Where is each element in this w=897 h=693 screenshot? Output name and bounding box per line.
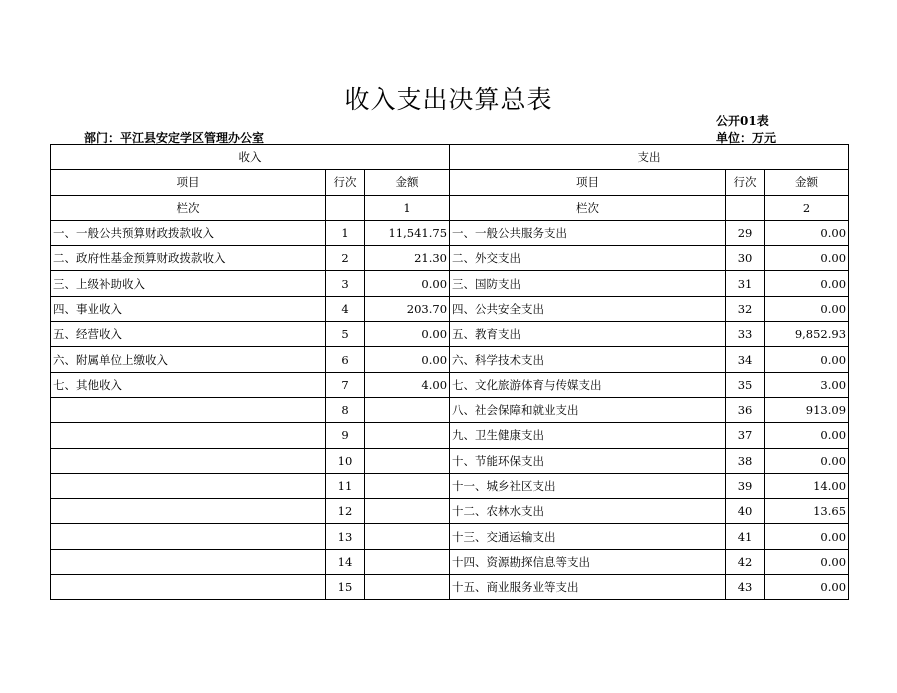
- expense-item-cell: 十五、商业服务业等支出: [450, 575, 726, 600]
- expense-line-cell: 40: [726, 499, 765, 524]
- income-amount-cell: [365, 473, 450, 498]
- expense-column-label: 栏次: [450, 195, 726, 220]
- income-amount-cell: 4.00: [365, 372, 450, 397]
- expense-line-cell: 39: [726, 473, 765, 498]
- table-row: [51, 246, 849, 271]
- expense-item-cell: 四、公共安全支出: [450, 296, 726, 321]
- expense-item-cell: 五、教育支出: [450, 322, 726, 347]
- expense-amount-cell: 0.00: [765, 423, 849, 448]
- page-title: 收入支出决算总表: [344, 85, 553, 114]
- expense-amount-cell: 0.00: [765, 524, 849, 549]
- income-line-cell: 3: [326, 271, 365, 296]
- income-item-cell: [51, 423, 326, 448]
- income-amount-cell: [365, 549, 450, 574]
- income-amount-cell: [365, 575, 450, 600]
- income-amount-header: 金额: [365, 170, 450, 195]
- expense-amount-cell: 13.65: [765, 499, 849, 524]
- income-amount-cell: [365, 448, 450, 473]
- income-amount-cell: 203.70: [365, 296, 450, 321]
- income-item-cell: [51, 524, 326, 549]
- column-header-row: [51, 170, 849, 195]
- table-row: [51, 322, 849, 347]
- income-line-cell: 9: [326, 423, 365, 448]
- expense-item-cell: 一、一般公共服务支出: [450, 220, 726, 245]
- income-line-cell: 13: [326, 524, 365, 549]
- expense-line-cell: 32: [726, 296, 765, 321]
- expense-amount-header: 金额: [765, 170, 849, 195]
- expense-column-number: 2: [765, 195, 849, 220]
- income-item-cell: 二、政府性基金预算财政拨款收入: [51, 246, 326, 271]
- expense-item-cell: 七、文化旅游体育与传媒支出: [450, 372, 726, 397]
- income-item-cell: [51, 549, 326, 574]
- expense-amount-cell: 0.00: [765, 575, 849, 600]
- income-amount-cell: 0.00: [365, 322, 450, 347]
- expense-amount-cell: 0.00: [765, 220, 849, 245]
- income-amount-cell: [365, 423, 450, 448]
- expense-item-cell: 二、外交支出: [450, 246, 726, 271]
- expense-item-cell: 九、卫生健康支出: [450, 423, 726, 448]
- income-line-number-blank: [326, 195, 365, 220]
- column-number-row: [51, 195, 849, 220]
- table-row: [51, 423, 849, 448]
- income-amount-cell: 11,541.75: [365, 220, 450, 245]
- income-item-cell: 六、附属单位上缴收入: [51, 347, 326, 372]
- section-header-row: [51, 145, 849, 170]
- expense-item-header: 项目: [450, 170, 726, 195]
- table-row: [51, 271, 849, 296]
- expense-item-cell: 十二、农林水支出: [450, 499, 726, 524]
- expense-item-cell: 十一、城乡社区支出: [450, 473, 726, 498]
- table-row: [51, 372, 849, 397]
- expense-line-cell: 36: [726, 397, 765, 422]
- table-row: [51, 549, 849, 574]
- table-row: [51, 220, 849, 245]
- expense-line-cell: 43: [726, 575, 765, 600]
- table-row: [51, 296, 849, 321]
- income-amount-cell: [365, 499, 450, 524]
- income-line-cell: 14: [326, 549, 365, 574]
- income-amount-cell: 0.00: [365, 271, 450, 296]
- income-line-header: 行次: [326, 170, 365, 195]
- income-item-header: 项目: [51, 170, 326, 195]
- expense-line-number-blank: [726, 195, 765, 220]
- table-row: [51, 397, 849, 422]
- income-item-cell: 七、其他收入: [51, 372, 326, 397]
- table-row: [51, 524, 849, 549]
- income-line-cell: 1: [326, 220, 365, 245]
- expense-amount-cell: 0.00: [765, 296, 849, 321]
- expense-amount-cell: 0.00: [765, 549, 849, 574]
- income-item-cell: [51, 575, 326, 600]
- income-line-cell: 8: [326, 397, 365, 422]
- expense-line-cell: 41: [726, 524, 765, 549]
- expense-line-cell: 30: [726, 246, 765, 271]
- income-amount-cell: 21.30: [365, 246, 450, 271]
- expense-item-cell: 十、节能环保支出: [450, 448, 726, 473]
- income-amount-cell: [365, 397, 450, 422]
- expense-line-cell: 42: [726, 549, 765, 574]
- table-row: [51, 347, 849, 372]
- income-item-cell: 一、一般公共预算财政拨款收入: [51, 220, 326, 245]
- expense-line-cell: 35: [726, 372, 765, 397]
- table-row: [51, 499, 849, 524]
- table-row: [51, 575, 849, 600]
- expense-item-cell: 六、科学技术支出: [450, 347, 726, 372]
- table-row: [51, 473, 849, 498]
- expense-line-cell: 37: [726, 423, 765, 448]
- form-number: 公开01表: [716, 114, 769, 128]
- income-line-cell: 2: [326, 246, 365, 271]
- expense-line-header: 行次: [726, 170, 765, 195]
- expense-section-header: 支出: [450, 145, 849, 170]
- expense-amount-cell: 14.00: [765, 473, 849, 498]
- expense-amount-cell: 0.00: [765, 347, 849, 372]
- income-column-number: 1: [365, 195, 450, 220]
- expense-line-cell: 31: [726, 271, 765, 296]
- expense-amount-cell: 9,852.93: [765, 322, 849, 347]
- income-line-cell: 15: [326, 575, 365, 600]
- expense-item-cell: 十四、资源勘探信息等支出: [450, 549, 726, 574]
- income-amount-cell: [365, 524, 450, 549]
- expense-amount-cell: 0.00: [765, 271, 849, 296]
- expense-line-cell: 34: [726, 347, 765, 372]
- expense-amount-cell: 0.00: [765, 246, 849, 271]
- income-line-cell: 7: [326, 372, 365, 397]
- income-item-cell: 四、事业收入: [51, 296, 326, 321]
- income-line-cell: 6: [326, 347, 365, 372]
- expense-line-cell: 29: [726, 220, 765, 245]
- income-column-label: 栏次: [51, 195, 326, 220]
- income-line-cell: 10: [326, 448, 365, 473]
- income-item-cell: [51, 473, 326, 498]
- income-line-cell: 12: [326, 499, 365, 524]
- expense-item-cell: 八、社会保障和就业支出: [450, 397, 726, 422]
- income-section-header: 收入: [51, 145, 450, 170]
- department-label: 部门：平江县安定学区管理办公室: [84, 131, 265, 145]
- expense-amount-cell: 0.00: [765, 448, 849, 473]
- unit-label: 单位：万元: [716, 131, 777, 145]
- income-line-cell: 5: [326, 322, 365, 347]
- expense-item-cell: 三、国防支出: [450, 271, 726, 296]
- income-line-cell: 11: [326, 473, 365, 498]
- expense-item-cell: 十三、交通运输支出: [450, 524, 726, 549]
- income-item-cell: 三、上级补助收入: [51, 271, 326, 296]
- table-row: [51, 448, 849, 473]
- expense-amount-cell: 913.09: [765, 397, 849, 422]
- income-expense-table: [50, 144, 849, 600]
- income-item-cell: [51, 499, 326, 524]
- expense-line-cell: 33: [726, 322, 765, 347]
- income-item-cell: 五、经营收入: [51, 322, 326, 347]
- expense-amount-cell: 3.00: [765, 372, 849, 397]
- income-amount-cell: 0.00: [365, 347, 450, 372]
- income-item-cell: [51, 397, 326, 422]
- income-item-cell: [51, 448, 326, 473]
- income-line-cell: 4: [326, 296, 365, 321]
- expense-line-cell: 38: [726, 448, 765, 473]
